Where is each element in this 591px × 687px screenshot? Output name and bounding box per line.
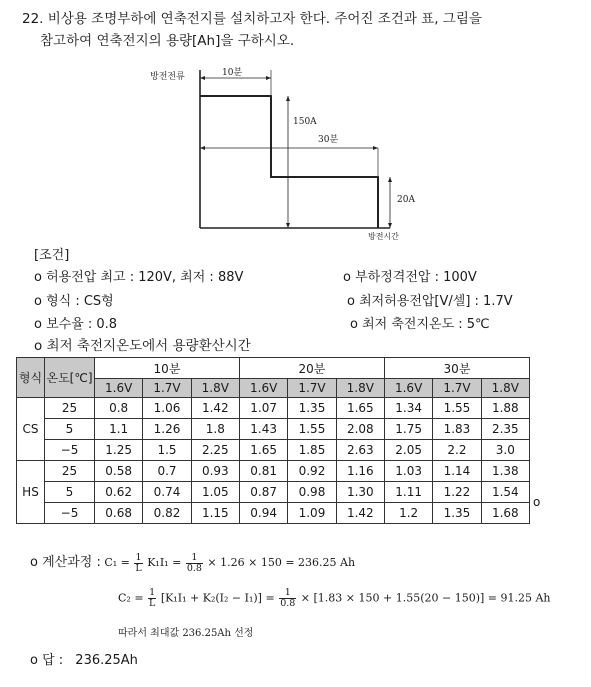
- value-cell: 0.74: [143, 482, 191, 503]
- answer-label: o 답 :: [30, 653, 64, 668]
- header-voltage: 1.8V: [191, 379, 239, 398]
- c2-lhs: C₂ =: [118, 591, 144, 605]
- header-temp: 온도[℃]: [45, 358, 95, 398]
- diagram-y-label: 방전전류: [150, 72, 185, 82]
- condition-item: o 형식 : CS형: [34, 294, 114, 309]
- value-cell: 1.26: [143, 419, 191, 440]
- calc-conclusion: 따라서 최대값 236.25Ah 선정: [118, 628, 254, 639]
- value-cell: 1.35: [433, 503, 481, 524]
- value-cell: 0.82: [143, 503, 191, 524]
- value-cell: 1.54: [481, 482, 529, 503]
- value-cell: 1.07: [239, 398, 287, 419]
- value-cell: 0.87: [239, 482, 287, 503]
- arrow-head: [388, 177, 392, 182]
- value-cell: 1.05: [191, 482, 239, 503]
- temp-cell: −5: [45, 440, 95, 461]
- c1-lhs: C₁ =: [104, 556, 130, 569]
- value-cell: 1.25: [95, 440, 143, 461]
- temp-cell: 25: [45, 461, 95, 482]
- value-cell: 0.81: [239, 461, 287, 482]
- value-cell: 1.14: [433, 461, 481, 482]
- header-voltage: 1.6V: [95, 379, 143, 398]
- answer-line: [30, 649, 138, 668]
- type-cell: CS: [17, 398, 45, 461]
- header-voltage: 1.6V: [239, 379, 287, 398]
- condition-item: o 부하정격전압 : 100V: [343, 270, 477, 285]
- capacity-conversion-table: [16, 357, 530, 524]
- question-text: [22, 8, 582, 52]
- value-cell: 1.55: [433, 398, 481, 419]
- table-row: [17, 461, 530, 482]
- value-cell: 1.30: [336, 482, 384, 503]
- value-cell: 2.08: [336, 419, 384, 440]
- value-cell: 1.85: [288, 440, 336, 461]
- header-voltage: 1.6V: [384, 379, 432, 398]
- discharge-diagram: [140, 64, 440, 242]
- header-group: 20분: [239, 358, 384, 379]
- diagram-time-10: 10분: [222, 68, 243, 78]
- value-cell: 1.83: [433, 419, 481, 440]
- answer-value: 236.25Ah: [75, 653, 138, 668]
- frac-numerator: 1: [149, 587, 156, 598]
- temp-cell: 5: [45, 419, 95, 440]
- c2-fraction: [148, 588, 156, 609]
- question-line-2: 참고하여 연축전지의 용량[Ah]을 구하시오.: [40, 33, 295, 49]
- value-cell: 1.55: [288, 419, 336, 440]
- value-cell: 0.68: [95, 503, 143, 524]
- c2-mid: [K₁I₁ + K₂(I₂ − I₁)] =: [160, 591, 275, 605]
- header-voltage: 1.7V: [288, 379, 336, 398]
- header-voltage: 1.7V: [143, 379, 191, 398]
- table-row: [17, 503, 530, 524]
- table-row: [17, 398, 530, 419]
- calc-line-2: [118, 588, 551, 609]
- frac-numerator: 1: [135, 551, 142, 563]
- value-cell: 1.35: [288, 398, 336, 419]
- header-group: 30분: [384, 358, 529, 379]
- table-title: o 최저 축전지온도에서 용량환산시간: [34, 338, 251, 354]
- value-cell: 0.93: [191, 461, 239, 482]
- value-cell: 2.05: [384, 440, 432, 461]
- c2-fraction-2: [279, 588, 296, 609]
- c1-mid: K₁I₁ =: [147, 556, 182, 569]
- value-cell: 1.22: [433, 482, 481, 503]
- frac-denominator: L: [149, 598, 156, 609]
- temp-cell: −5: [45, 503, 95, 524]
- condition-item: o 최저 축전지온도 : 5℃: [350, 317, 490, 332]
- value-cell: 1.88: [481, 398, 529, 419]
- value-cell: 1.42: [191, 398, 239, 419]
- condition-item: o 보수율 : 0.8: [34, 317, 118, 332]
- conditions-title: [조건]: [34, 248, 70, 263]
- value-cell: 1.34: [384, 398, 432, 419]
- value-cell: 3.0: [481, 440, 529, 461]
- arrow-head: [266, 76, 271, 80]
- c1-fraction-2: [186, 553, 203, 574]
- value-cell: 2.63: [336, 440, 384, 461]
- diagram-current-150: 150A: [293, 117, 317, 127]
- header-voltage: 1.8V: [481, 379, 529, 398]
- value-cell: 1.65: [239, 440, 287, 461]
- value-cell: 1.09: [288, 503, 336, 524]
- diagram-current-20: 20A: [397, 195, 415, 205]
- value-cell: 1.16: [336, 461, 384, 482]
- header-type: 형식: [17, 358, 45, 398]
- c2-rhs: × [1.83 × 150 + 1.55(20 − 150)] = 91.25 Ah: [300, 591, 551, 605]
- arrow-head: [373, 146, 378, 150]
- table-row: [17, 482, 530, 503]
- table-row: [17, 440, 530, 461]
- condition-item: o 최저허용전압[V/셀] : 1.7V: [347, 294, 513, 309]
- arrow-head: [286, 96, 290, 101]
- header-group: 10분: [95, 358, 240, 379]
- value-cell: 1.2: [384, 503, 432, 524]
- frac-denominator: 0.8: [186, 562, 202, 574]
- stray-mark: o: [533, 495, 541, 509]
- value-cell: 0.58: [95, 461, 143, 482]
- value-cell: 2.35: [481, 419, 529, 440]
- value-cell: 1.03: [384, 461, 432, 482]
- header-voltage: 1.7V: [433, 379, 481, 398]
- frac-denominator: 0.8: [280, 598, 296, 609]
- frac-denominator: L: [135, 562, 142, 574]
- diagram-x-label: 방전시간: [368, 232, 399, 241]
- discharge-profile: [200, 96, 378, 228]
- value-cell: 2.2: [433, 440, 481, 461]
- value-cell: 1.15: [191, 503, 239, 524]
- value-cell: 1.65: [336, 398, 384, 419]
- calc-label: o 계산과정 :: [30, 555, 101, 570]
- frac-numerator: 1: [279, 588, 296, 599]
- temp-cell: 25: [45, 398, 95, 419]
- value-cell: 1.11: [384, 482, 432, 503]
- value-cell: 0.8: [95, 398, 143, 419]
- value-cell: 0.7: [143, 461, 191, 482]
- value-cell: 1.8: [191, 419, 239, 440]
- condition-item: o 허용전압 최고 : 120V, 최저 : 88V: [34, 270, 244, 285]
- value-cell: 0.92: [288, 461, 336, 482]
- value-cell: 1.75: [384, 419, 432, 440]
- value-cell: 1.42: [336, 503, 384, 524]
- value-cell: 1.1: [95, 419, 143, 440]
- value-cell: 1.06: [143, 398, 191, 419]
- value-cell: 0.94: [239, 503, 287, 524]
- value-cell: 0.98: [288, 482, 336, 503]
- temp-cell: 5: [45, 482, 95, 503]
- value-cell: 1.38: [481, 461, 529, 482]
- diagram-time-30: 30분: [318, 135, 339, 145]
- c1-rhs: × 1.26 × 150 = 236.25 Ah: [207, 556, 356, 569]
- question-line-1: 22. 비상용 조명부하에 연축전지를 설치하고자 한다. 주어진 조건과 표, 그림을: [22, 11, 482, 27]
- calc-line-1: [30, 551, 355, 574]
- value-cell: 1.43: [239, 419, 287, 440]
- value-cell: 1.68: [481, 503, 529, 524]
- frac-numerator: 1: [186, 553, 203, 564]
- header-voltage: 1.8V: [336, 379, 384, 398]
- table-row: [17, 419, 530, 440]
- c1-fraction: [134, 553, 142, 574]
- value-cell: 1.5: [143, 440, 191, 461]
- value-cell: 2.25: [191, 440, 239, 461]
- value-cell: 0.62: [95, 482, 143, 503]
- type-cell: HS: [17, 461, 45, 524]
